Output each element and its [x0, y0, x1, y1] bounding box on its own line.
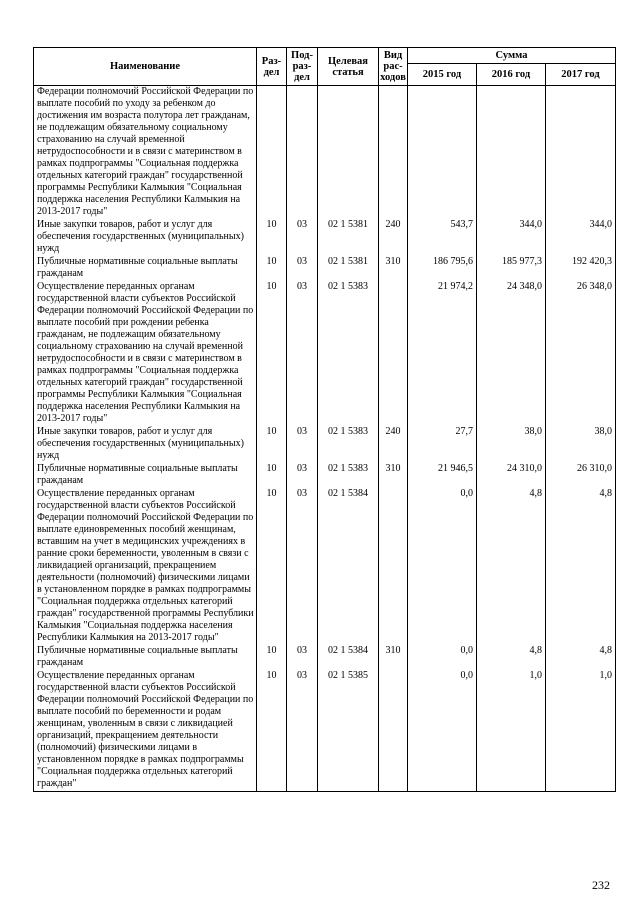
cell-2015: 186 795,6 [408, 256, 477, 281]
table-row [34, 670, 616, 792]
cell-expense-type: 240 [379, 219, 408, 256]
table-row [34, 219, 616, 256]
cell-razdel: 10 [257, 426, 287, 463]
cell-name: Публичные нормативные социальные выплаты гражданам [34, 256, 257, 281]
table-body [34, 86, 616, 792]
cell-2015: 0,0 [408, 488, 477, 645]
cell-target: 02 1 5383 [318, 281, 379, 426]
cell-target: 02 1 5383 [318, 463, 379, 488]
cell-expense-type: 310 [379, 463, 408, 488]
cell-2017: 344,0 [546, 219, 616, 256]
cell-podrazdel: 03 [287, 219, 318, 256]
cell-expense-type [379, 86, 408, 220]
col-header-2015: 2015 год [408, 64, 477, 86]
cell-2017: 26 310,0 [546, 463, 616, 488]
cell-2017: 26 348,0 [546, 281, 616, 426]
cell-target: 02 1 5385 [318, 670, 379, 792]
col-header-razdel: Раз- дел [257, 48, 287, 86]
page-number: 232 [592, 878, 610, 892]
table-row [34, 86, 616, 220]
cell-podrazdel: 03 [287, 281, 318, 426]
cell-podrazdel [287, 86, 318, 220]
cell-podrazdel: 03 [287, 645, 318, 670]
cell-2015: 0,0 [408, 645, 477, 670]
cell-2017: 192 420,3 [546, 256, 616, 281]
cell-2015 [408, 86, 477, 220]
cell-target: 02 1 5383 [318, 426, 379, 463]
cell-target: 02 1 5381 [318, 256, 379, 281]
cell-2016: 185 977,3 [477, 256, 546, 281]
cell-expense-type [379, 488, 408, 645]
cell-name: Осуществление переданных органам государственной власти субъектов Российской Федерации полномочий Российской Федерации по выплате пособий при рождении ребенка гражданам, не подлежащим обязательному социальному страхованию на случай временной нетрудоспособности и в связи с материнством в рамках подпрограммы "Социальная поддержка отдельных категорий граждан" государственной программы Республики Калмыкия "Социальная поддержка населения Республики Калмыкия на 2013-2017 годы" [34, 281, 257, 426]
cell-2016: 1,0 [477, 670, 546, 792]
cell-name: Иные закупки товаров, работ и услуг для обеспечения государственных (муниципальных) нужд [34, 219, 257, 256]
col-header-expense-type: Вид рас- ходов [379, 48, 408, 86]
cell-name: Иные закупки товаров, работ и услуг для обеспечения государственных (муниципальных) нужд [34, 426, 257, 463]
cell-podrazdel: 03 [287, 488, 318, 645]
cell-name: Публичные нормативные социальные выплаты гражданам [34, 645, 257, 670]
table-row [34, 463, 616, 488]
cell-2016 [477, 86, 546, 220]
cell-2016: 38,0 [477, 426, 546, 463]
cell-expense-type: 240 [379, 426, 408, 463]
cell-expense-type [379, 670, 408, 792]
cell-expense-type: 310 [379, 256, 408, 281]
cell-podrazdel: 03 [287, 426, 318, 463]
cell-2016: 24 348,0 [477, 281, 546, 426]
cell-target: 02 1 5384 [318, 645, 379, 670]
cell-2016: 344,0 [477, 219, 546, 256]
cell-2017: 4,8 [546, 488, 616, 645]
cell-target [318, 86, 379, 220]
cell-name: Федерации полномочий Российской Федерации по выплате пособий по уходу за ребенком до достижения им возраста полутора лет гражданам, не подлежащим обязательному социальному страхованию на случай временной нетрудоспособности и в связи с материнством в рамках подпрограммы "Социальная поддержка отдельных категорий граждан" государственной программы Республики Калмыкия "Социальная поддержка населения Республики Калмыкия на 2013-2017 годы" [34, 86, 257, 220]
cell-razdel: 10 [257, 645, 287, 670]
cell-2015: 21 974,2 [408, 281, 477, 426]
cell-2016: 4,8 [477, 645, 546, 670]
cell-target: 02 1 5381 [318, 219, 379, 256]
cell-podrazdel: 03 [287, 256, 318, 281]
cell-name: Осуществление переданных органам государственной власти субъектов Российской Федерации полномочий Российской Федерации по выплате пособий по беременности и родам женщинам, уволенным в связи с ликвидацией организаций, прекращением деятельности (полномочий) физическими лицами в установленном порядке в рамках подпрограммы "Социальная поддержка отдельных категорий граждан" [34, 670, 257, 792]
cell-name: Осуществление переданных органам государственной власти субъектов Российской Федерации полномочий Российской Федерации по выплате единовременных пособий женщинам, вставшим на учет в медицинских учреждениях в ранние сроки беременности, уволенным в связи с ликвидацией организаций, прекращением деятельности (полномочий) физическими лицами в установленном порядке в рамках подпрограммы "Социальная поддержка отдельных категорий граждан" государственной программы Республики Калмыкия "Социальная поддержка населения Республики Калмыкия на 2013-2017 годы" [34, 488, 257, 645]
cell-2017: 4,8 [546, 645, 616, 670]
cell-2017 [546, 86, 616, 220]
table-row [34, 645, 616, 670]
cell-razdel: 10 [257, 281, 287, 426]
cell-expense-type: 310 [379, 645, 408, 670]
cell-razdel: 10 [257, 488, 287, 645]
cell-2017: 1,0 [546, 670, 616, 792]
cell-razdel: 10 [257, 670, 287, 792]
cell-2016: 4,8 [477, 488, 546, 645]
cell-2017: 38,0 [546, 426, 616, 463]
table-row [34, 426, 616, 463]
table-row [34, 256, 616, 281]
table-header [34, 48, 616, 86]
cell-2015: 543,7 [408, 219, 477, 256]
cell-expense-type [379, 281, 408, 426]
table-row [34, 281, 616, 426]
table-row [34, 488, 616, 645]
col-header-2016: 2016 год [477, 64, 546, 86]
cell-name: Публичные нормативные социальные выплаты гражданам [34, 463, 257, 488]
col-header-target: Целевая статья [318, 48, 379, 86]
cell-2016: 24 310,0 [477, 463, 546, 488]
cell-razdel: 10 [257, 256, 287, 281]
col-header-sum: Сумма [408, 48, 616, 64]
cell-2015: 21 946,5 [408, 463, 477, 488]
cell-razdel: 10 [257, 463, 287, 488]
cell-razdel [257, 86, 287, 220]
cell-2015: 0,0 [408, 670, 477, 792]
cell-razdel: 10 [257, 219, 287, 256]
cell-podrazdel: 03 [287, 463, 318, 488]
cell-2015: 27,7 [408, 426, 477, 463]
col-header-name: Наименование [34, 48, 257, 86]
cell-podrazdel: 03 [287, 670, 318, 792]
col-header-podrazdel: Под- раз- дел [287, 48, 318, 86]
budget-table [33, 47, 616, 792]
col-header-2017: 2017 год [546, 64, 616, 86]
cell-target: 02 1 5384 [318, 488, 379, 645]
